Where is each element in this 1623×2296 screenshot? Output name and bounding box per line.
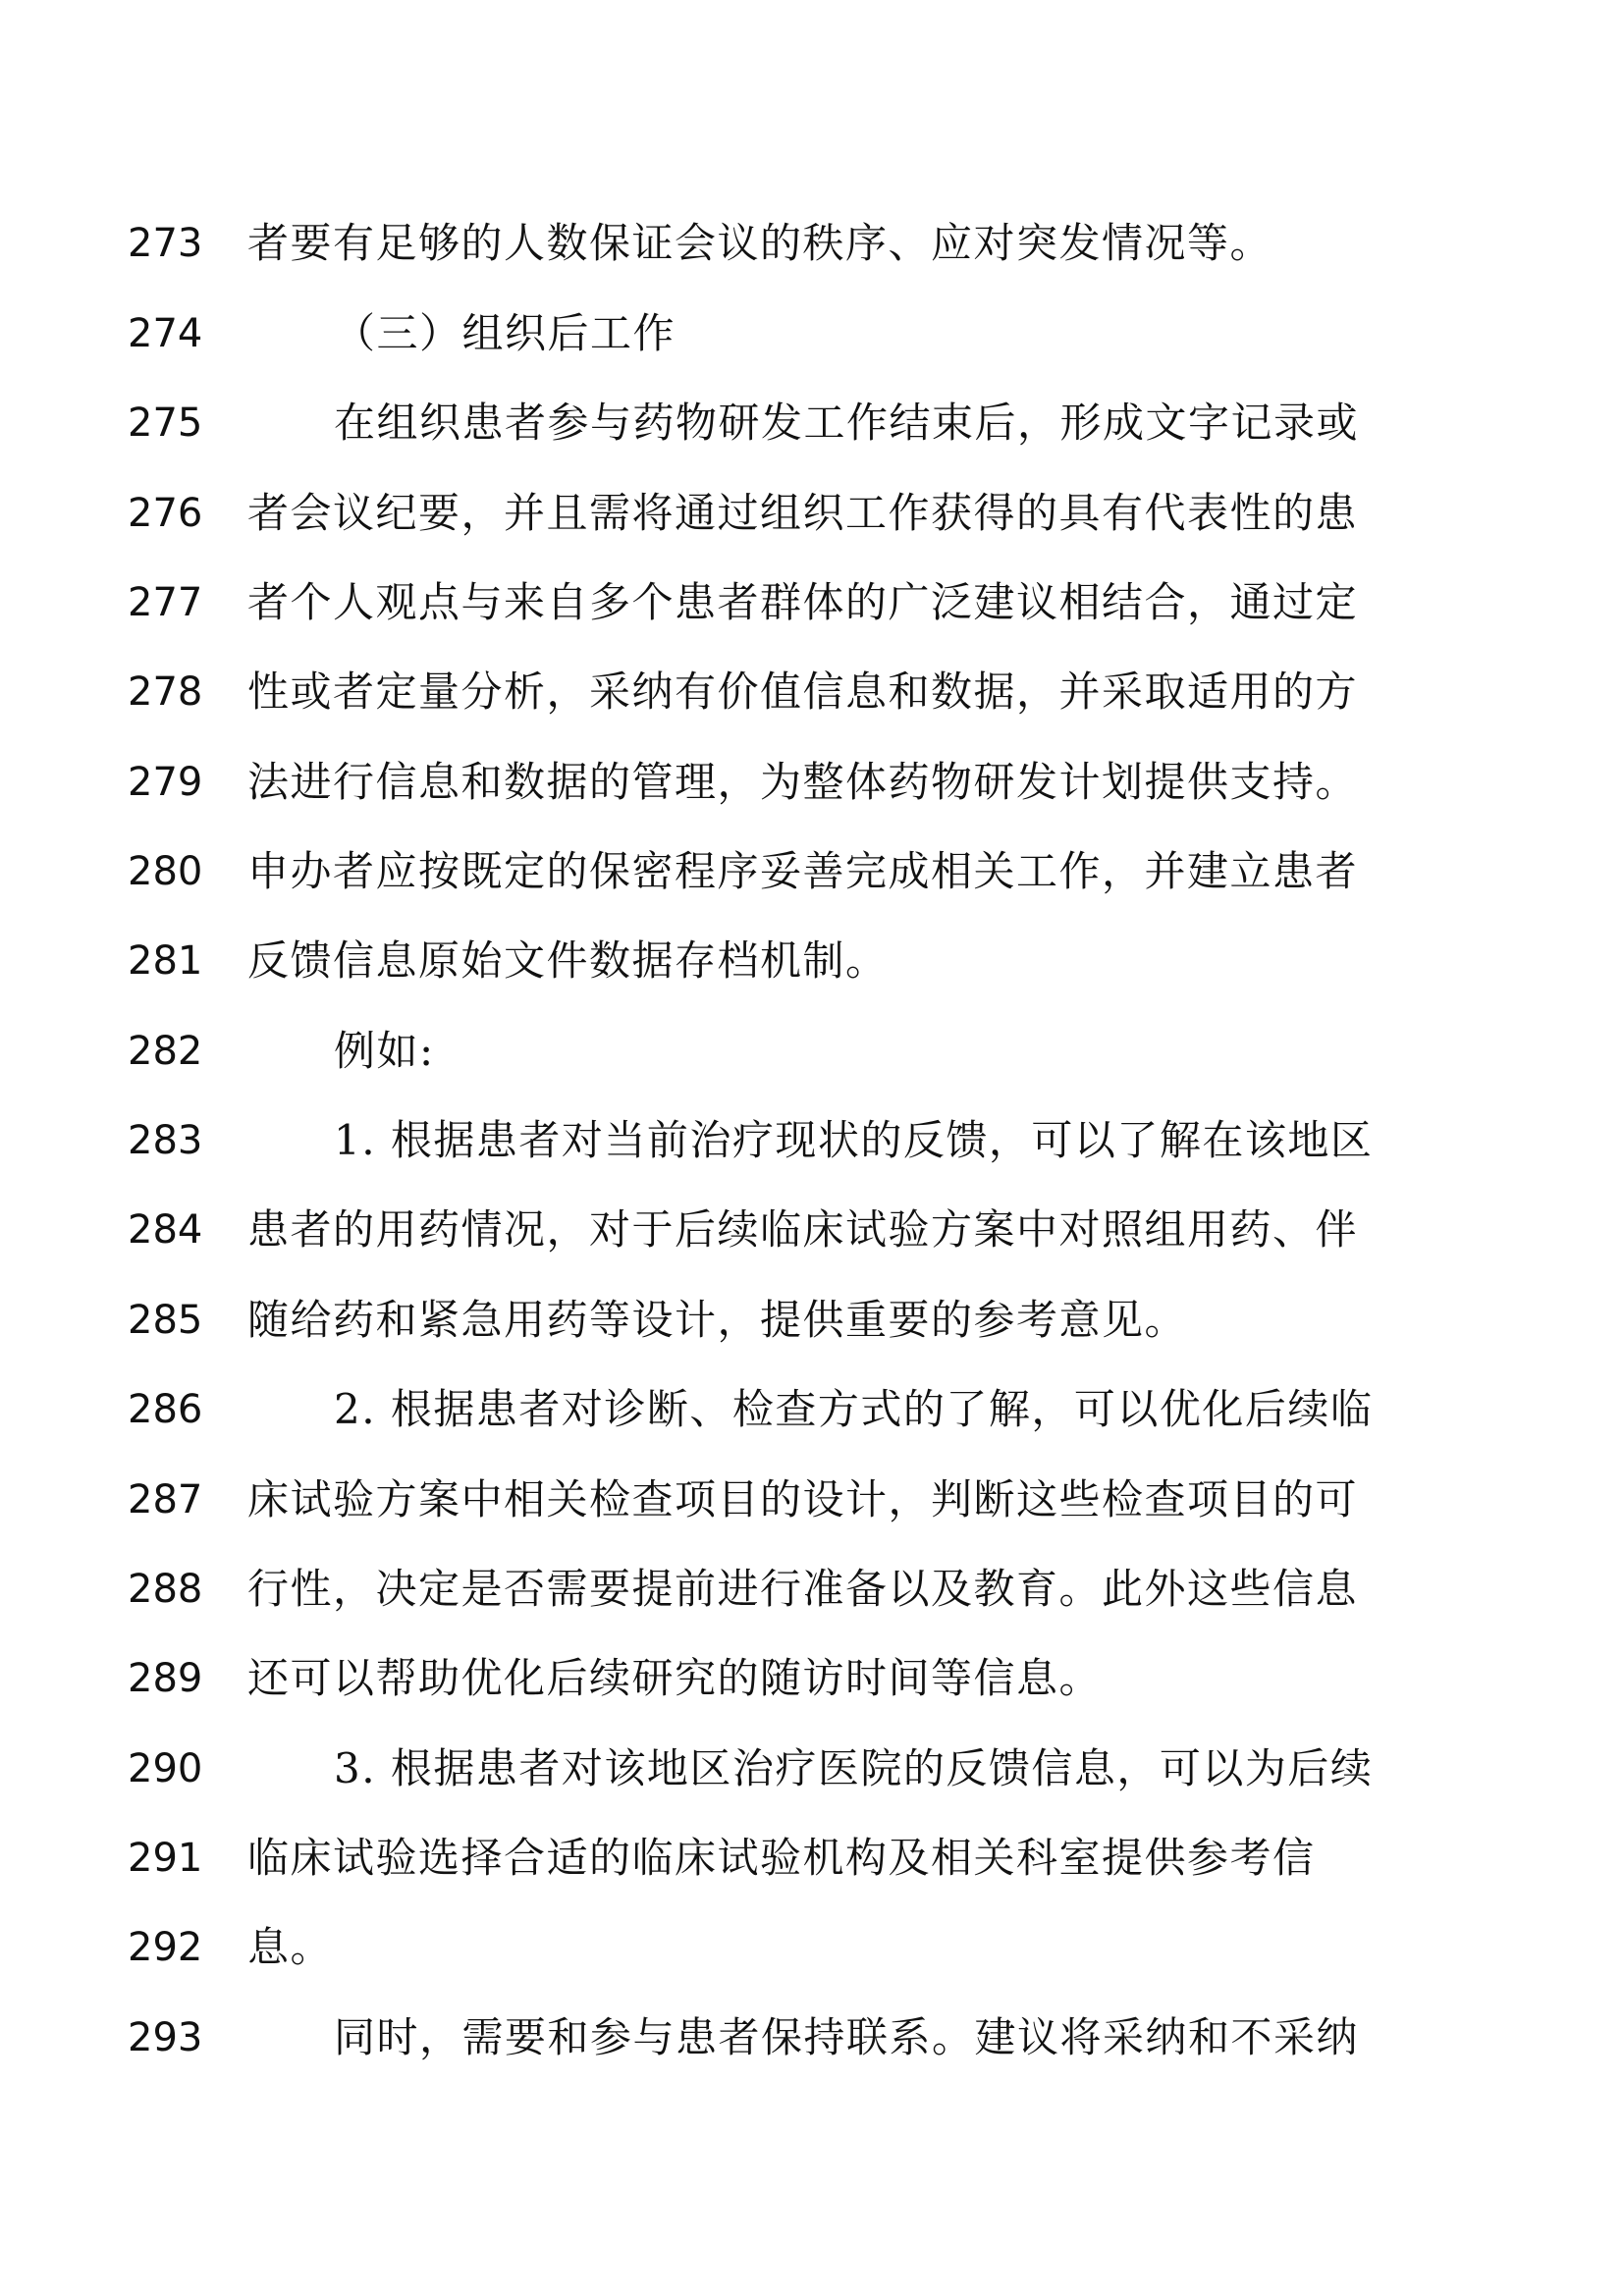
document-line xyxy=(0,1006,1623,1096)
line-number: 289 xyxy=(128,1656,203,1701)
line-number: 275 xyxy=(128,400,203,446)
line-text: 者个人观点与来自多个患者群体的广泛建议相结合，通过定 xyxy=(247,578,1359,626)
document-line xyxy=(0,647,1623,737)
list-item-text: 1. 根据患者对当前治疗现状的反馈，可以了解在该地区 xyxy=(334,1116,1374,1164)
section-heading: （三）组织后工作 xyxy=(334,309,676,357)
line-number: 290 xyxy=(128,1746,203,1791)
document-line xyxy=(0,378,1623,468)
document-line xyxy=(0,1185,1623,1275)
line-text: 例如: xyxy=(334,1027,435,1075)
document-line xyxy=(0,916,1623,1006)
line-text: 床试验方案中相关检查项目的设计，判断这些检查项目的可 xyxy=(247,1475,1359,1523)
document-line xyxy=(0,827,1623,917)
document-line xyxy=(0,289,1623,379)
line-text: 息。 xyxy=(247,1923,334,1971)
line-number: 287 xyxy=(128,1477,203,1522)
line-number: 282 xyxy=(128,1029,203,1074)
document-line xyxy=(0,1455,1623,1545)
document-line xyxy=(0,558,1623,648)
document-line xyxy=(0,1993,1623,2083)
line-text: 在组织患者参与药物研发工作结束后，形成文字记录或 xyxy=(334,399,1360,447)
line-number: 292 xyxy=(128,1925,203,1970)
line-text: 法进行信息和数据的管理，为整体药物研发计划提供支持。 xyxy=(247,758,1359,806)
line-text: 临床试验选择合适的临床试验机构及相关科室提供参考信 xyxy=(247,1834,1316,1882)
list-item-text: 3. 根据患者对该地区治疗医院的反馈信息，可以为后续 xyxy=(334,1744,1374,1792)
document-line xyxy=(0,1724,1623,1814)
line-number: 273 xyxy=(128,221,203,266)
line-number: 281 xyxy=(128,938,203,984)
line-text: 随给药和紧急用药等设计，提供重要的参考意见。 xyxy=(247,1296,1188,1344)
line-number: 280 xyxy=(128,849,203,894)
line-number: 277 xyxy=(128,580,203,625)
document-line xyxy=(0,1275,1623,1365)
line-text: 性或者定量分析，采纳有价值信息和数据，并采取适用的方 xyxy=(247,667,1359,716)
line-text: 行性，决定是否需要提前进行准备以及教育。此外这些信息 xyxy=(247,1565,1359,1613)
line-number: 279 xyxy=(128,760,203,805)
document-line xyxy=(0,468,1623,559)
document-line xyxy=(0,198,1623,289)
list-item-text: 2. 根据患者对诊断、检查方式的了解，可以优化后续临 xyxy=(334,1385,1374,1433)
line-text: 者会议纪要，并且需将通过组织工作获得的具有代表性的患 xyxy=(247,489,1359,537)
line-number: 284 xyxy=(128,1207,203,1253)
document-line xyxy=(0,1902,1623,1993)
line-text: 还可以帮助优化后续研究的随访时间等信息。 xyxy=(247,1654,1103,1702)
line-number: 286 xyxy=(128,1387,203,1432)
line-number: 285 xyxy=(128,1298,203,1343)
line-number: 283 xyxy=(128,1118,203,1163)
line-number: 291 xyxy=(128,1836,203,1881)
document-line xyxy=(0,1813,1623,1903)
line-text: 申办者应按既定的保密程序妥善完成相关工作，并建立患者 xyxy=(247,847,1359,895)
line-number: 278 xyxy=(128,669,203,715)
line-number: 276 xyxy=(128,491,203,536)
line-number: 288 xyxy=(128,1567,203,1612)
document-line xyxy=(0,1633,1623,1724)
line-number: 274 xyxy=(128,311,203,356)
line-text: 同时，需要和参与患者保持联系。建议将采纳和不采纳 xyxy=(334,2013,1360,2061)
document-line xyxy=(0,1364,1623,1455)
document-line xyxy=(0,1544,1623,1634)
document-line xyxy=(0,737,1623,828)
document-line xyxy=(0,1095,1623,1186)
line-text: 反馈信息原始文件数据存档机制。 xyxy=(247,936,889,985)
line-number: 293 xyxy=(128,2015,203,2060)
line-text: 患者的用药情况，对于后续临床试验方案中对照组用药、伴 xyxy=(247,1205,1359,1254)
line-text: 者要有足够的人数保证会议的秩序、应对突发情况等。 xyxy=(247,219,1273,267)
